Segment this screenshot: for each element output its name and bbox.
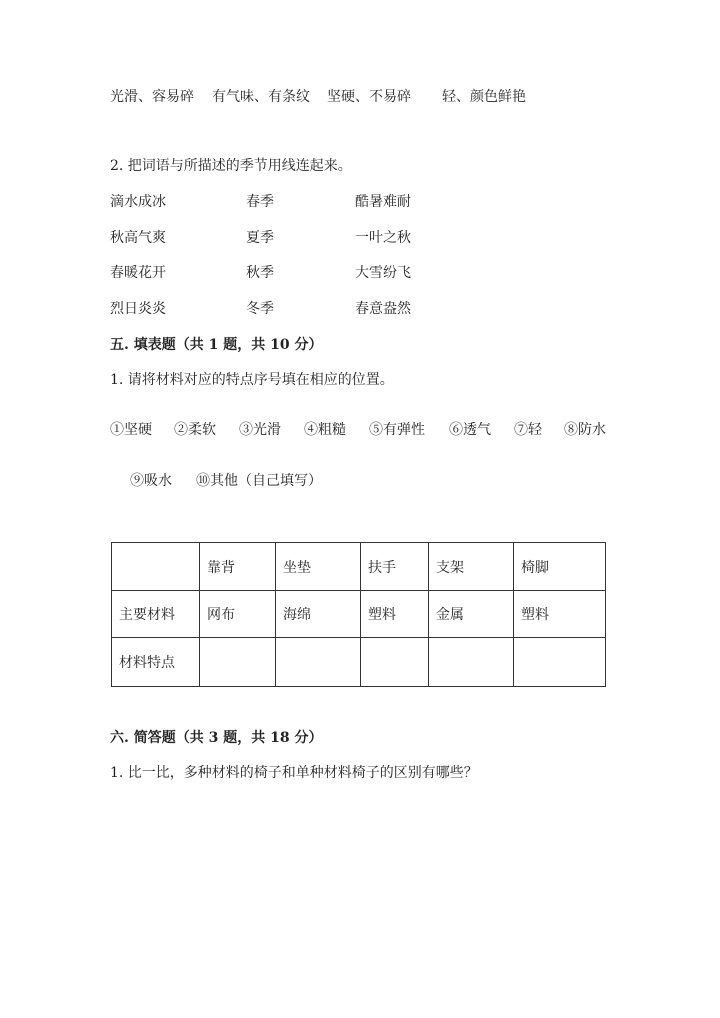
option-item: ②柔软 (174, 422, 216, 438)
row-label: 主要材料 (112, 591, 200, 638)
right-word: 大雪纷飞 (355, 265, 411, 281)
season-word: 夏季 (246, 230, 274, 246)
section-title: 五. 填表题（共 1 题，共 10 分） (110, 337, 323, 353)
option-item: ⑨吸水 (130, 473, 172, 489)
right-word: 一叶之秋 (355, 230, 411, 246)
answer-cell (514, 638, 606, 687)
season-word: 春季 (246, 194, 274, 210)
option-item: ⑧防水 (564, 422, 606, 438)
table-row (112, 591, 606, 638)
table-cell: 金属 (429, 591, 514, 638)
right-word: 酷暑难耐 (355, 194, 411, 210)
option-item: ①坚硬 (110, 422, 152, 438)
materials-table (111, 542, 606, 687)
table-row (112, 638, 606, 687)
section-title: 六. 简答题（共 3 题，共 18 分） (110, 730, 323, 746)
table-header-cell: 支架 (429, 543, 514, 591)
left-word: 烈日炎炎 (110, 301, 166, 317)
season-word: 冬季 (246, 301, 274, 317)
season-word: 秋季 (246, 265, 274, 281)
table-header-cell: 坐垫 (276, 543, 361, 591)
answer-cell (200, 638, 276, 687)
row-label: 材料特点 (112, 638, 200, 687)
left-word: 滴水成冰 (110, 194, 166, 210)
option-item: ⑩其他（自己填写） (196, 473, 322, 489)
table-cell: 塑料 (361, 591, 429, 638)
option-item: ⑦轻 (514, 422, 542, 438)
property-item: 轻、颜色鲜艳 (442, 89, 526, 105)
table-header-cell: 椅脚 (514, 543, 606, 591)
property-item: 光滑、容易碎 (110, 89, 194, 105)
option-item: ③光滑 (239, 422, 281, 438)
left-word: 秋高气爽 (110, 230, 166, 246)
table-header-cell: 靠背 (200, 543, 276, 591)
answer-cell (361, 638, 429, 687)
option-item: ④粗糙 (304, 422, 346, 438)
answer-cell (276, 638, 361, 687)
option-item: ⑥透气 (449, 422, 491, 438)
table-cell: 塑料 (514, 591, 606, 638)
table-cell: 网布 (200, 591, 276, 638)
option-item: ⑤有弹性 (369, 422, 425, 438)
left-word: 春暖花开 (110, 265, 166, 281)
table-header-cell: 扶手 (361, 543, 429, 591)
question-prompt: 1. 请将材料对应的特点序号填在相应的位置。 (110, 372, 394, 388)
right-word: 春意盎然 (355, 301, 411, 317)
property-item: 有气味、有条纹 (212, 89, 310, 105)
answer-cell (429, 638, 514, 687)
question-prompt: 1. 比一比，多种材料的椅子和单种材料椅子的区别有哪些？ (110, 765, 478, 781)
table-cell: 海绵 (276, 591, 361, 638)
table-header-cell (112, 543, 200, 591)
property-item: 坚硬、不易碎 (327, 89, 411, 105)
question-prompt: 2. 把词语与所描述的季节用线连起来。 (110, 158, 352, 174)
table-header-row (112, 543, 606, 591)
